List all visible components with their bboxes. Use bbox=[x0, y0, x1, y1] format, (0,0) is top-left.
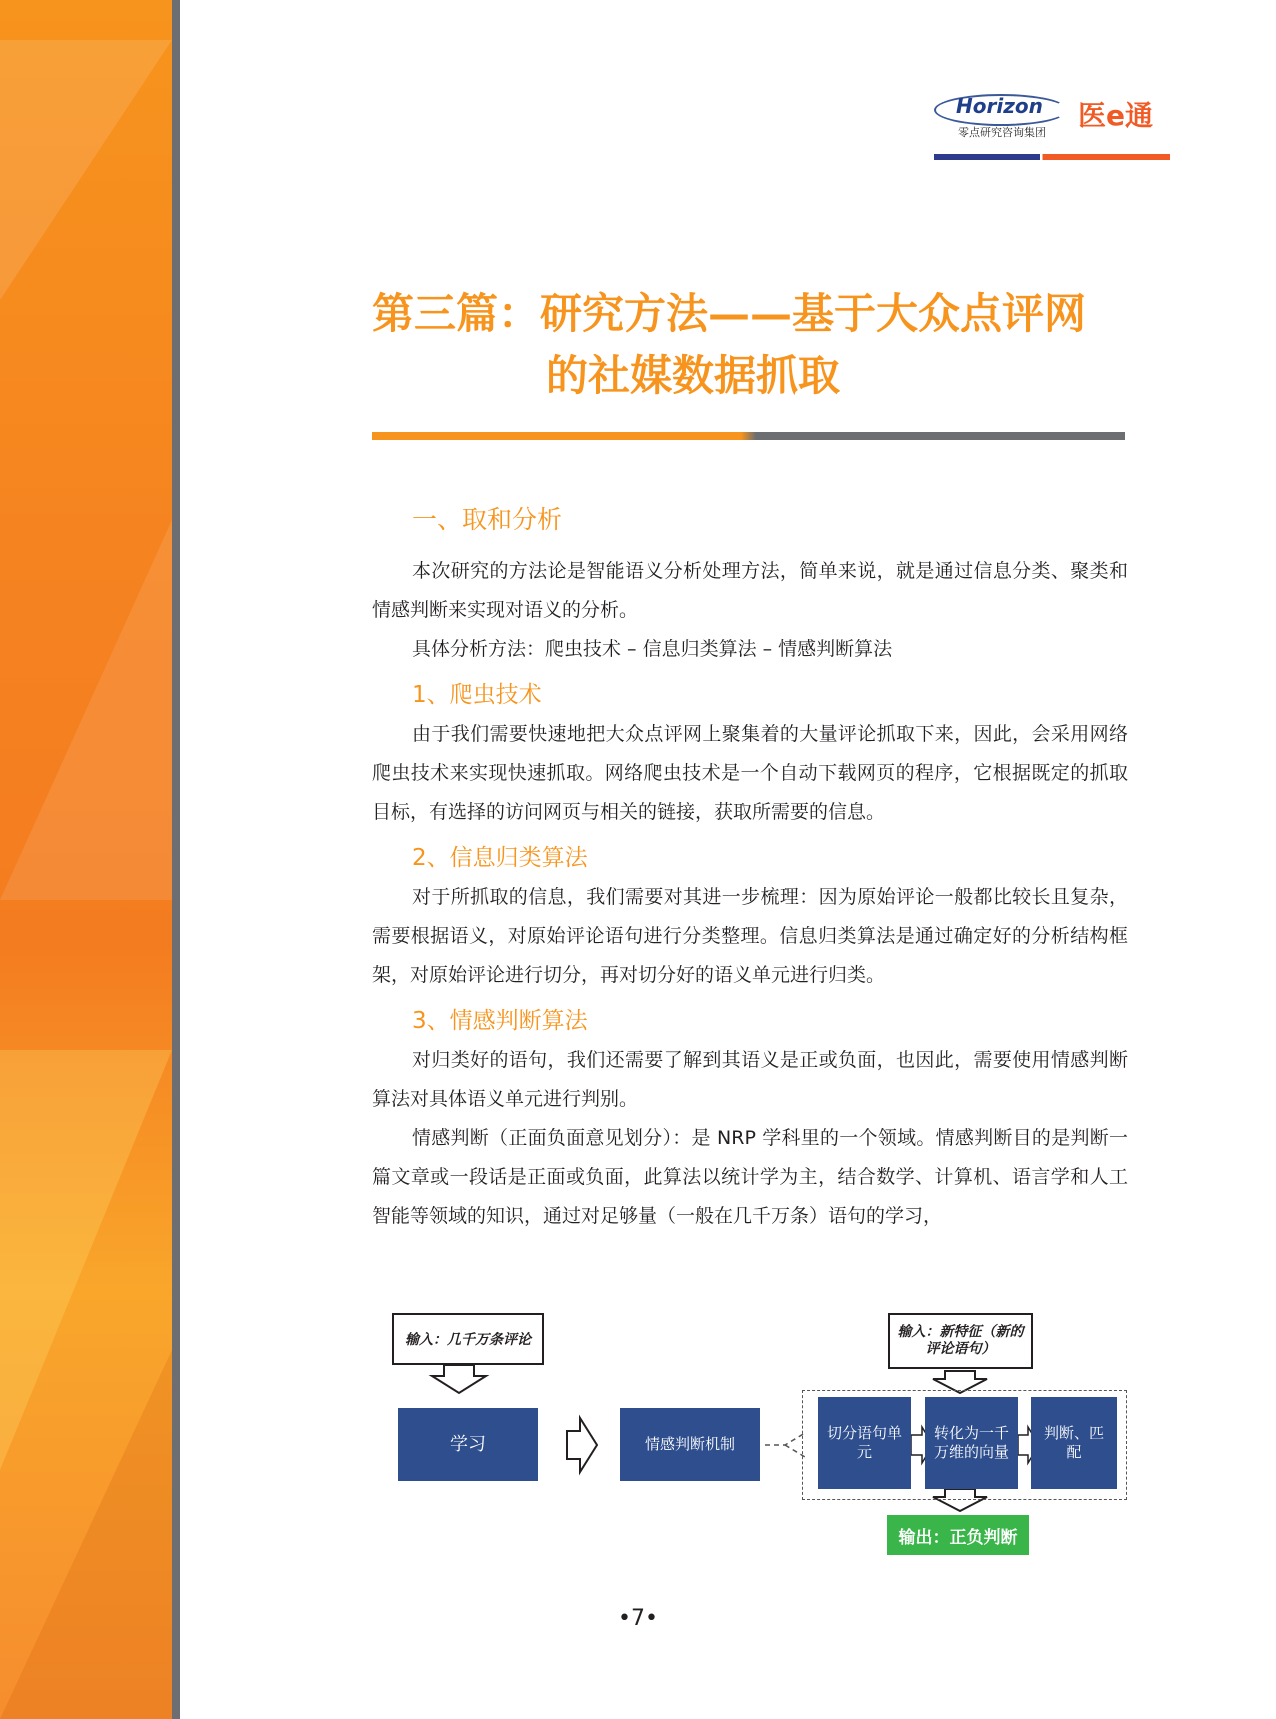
step-box: 切分语句单元 bbox=[818, 1397, 911, 1489]
paragraph: 情感判断（正面负面意见划分）：是 NRP 学科里的一个领域。情感判断目的是判断一篇文章或一段话是正面或负面，此算法以统计学为主，结合数学、计算机、语言学和人工智能等领域的知识，通过对足够量（一般在几千万条）语句的学习， bbox=[372, 1127, 1128, 1227]
section-heading: 一、取和分析 bbox=[412, 505, 563, 534]
band-facet bbox=[0, 40, 172, 300]
flow-diagram bbox=[385, 1305, 1127, 1555]
step-box: 转化为一千万维的向量 bbox=[925, 1397, 1018, 1489]
subsection-heading: 3、情感判断算法 bbox=[412, 1008, 588, 1034]
page-title bbox=[372, 283, 1132, 407]
paragraph: 本次研究的方法论是智能语义分析处理方法，简单来说，就是通过信息分类、聚类和情感判断来实现对语义的分析。 bbox=[372, 560, 1128, 621]
learn-box: 学习 bbox=[398, 1408, 538, 1481]
logo-subtitle: 零点研究咨询集团 bbox=[958, 126, 1046, 139]
title-underline bbox=[372, 432, 1125, 440]
paragraph: 对归类好的语句，我们还需要了解到其语义是正或负面，也因此，需要使用情感判断算法对具体语义单元进行判别。 bbox=[372, 1049, 1128, 1110]
step-box: 判断、匹配 bbox=[1031, 1397, 1117, 1489]
logo-brand: Horizon bbox=[956, 94, 1043, 118]
paragraph: 对于所抓取的信息，我们需要对其进一步梳理：因为原始评论一般都比较长且复杂，需要根据语义，对原始评论语句进行分类整理。信息归类算法是通过确定好的分析结构框架，对原始评论进行切分，再对切分好的语义单元进行归类。 bbox=[372, 886, 1128, 986]
paragraph: 具体分析方法：爬虫技术 – 信息归类算法 – 情感判断算法 bbox=[412, 638, 893, 660]
band-facet bbox=[0, 1350, 172, 1719]
title-line-2: 的社媒数据抓取 bbox=[546, 351, 841, 400]
subsection-heading: 2、信息归类算法 bbox=[412, 845, 588, 871]
header-logo bbox=[934, 90, 1174, 170]
logo-seal: 医e通 bbox=[1078, 99, 1153, 132]
page-number: •7• bbox=[618, 1606, 658, 1631]
input-box-2: 输入：新特征（新的评论语句） bbox=[888, 1313, 1033, 1369]
down-arrow-icon bbox=[432, 1365, 486, 1393]
side-divider bbox=[172, 0, 180, 1719]
title-line-1: 第三篇：研究方法——基于大众点评网 bbox=[372, 289, 1087, 338]
logo-underline bbox=[934, 154, 1170, 160]
dashed-connector bbox=[765, 1433, 805, 1445]
output-box: 输出：正负判断 bbox=[887, 1515, 1029, 1555]
subsection-heading: 1、爬虫技术 bbox=[412, 682, 542, 708]
band-facet bbox=[0, 520, 172, 900]
paragraph: 由于我们需要快速地把大众点评网上聚集着的大量评论抓取下来，因此，会采用网络爬虫技术来实现快速抓取。网络爬虫技术是一个自动下载网页的程序，它根据既定的抓取目标，有选择的访问网页与相关的链接，获取所需要的信息。 bbox=[372, 723, 1128, 823]
input-box: 输入：几千万条评论 bbox=[392, 1313, 544, 1365]
article-body bbox=[372, 500, 1128, 1236]
mechanism-box: 情感判断机制 bbox=[620, 1408, 760, 1481]
right-arrow-icon bbox=[567, 1418, 597, 1472]
decorative-side-band bbox=[0, 0, 172, 1719]
